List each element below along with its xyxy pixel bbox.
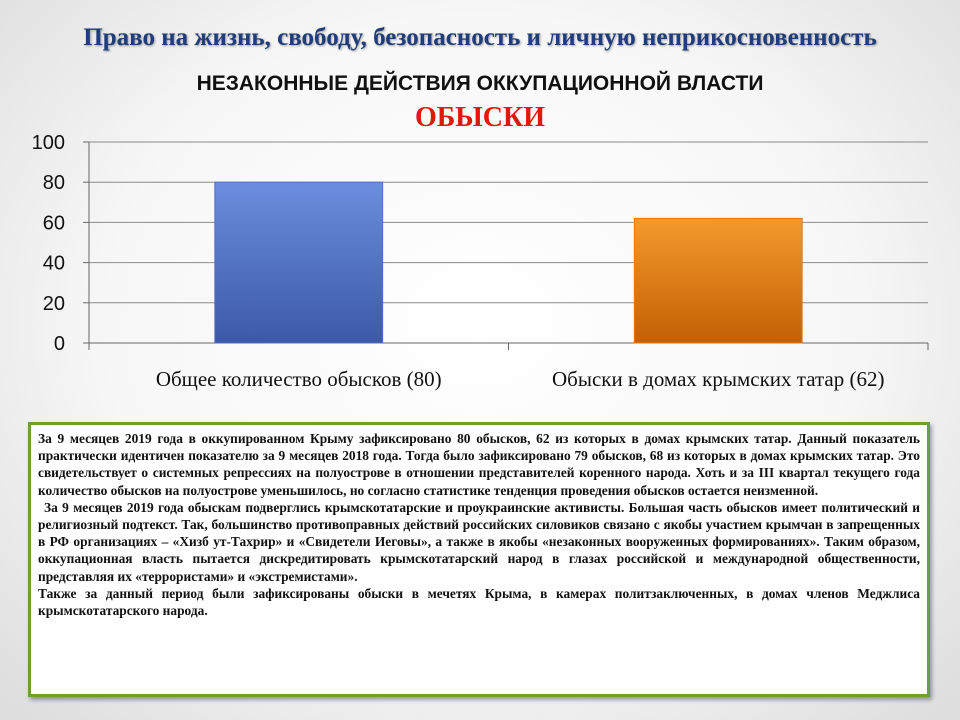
- y-tick-label-100: 100: [31, 132, 65, 154]
- y-tick-label-40: 40: [42, 252, 65, 275]
- bar-1: [215, 182, 383, 343]
- chart-title: НЕЗАКОННЫЕ ДЕЙСТВИЯ ОККУПАЦИОННОЙ ВЛАСТИ: [196, 72, 764, 95]
- bar-2: [634, 218, 802, 343]
- paragraph-1: За 9 месяцев 2019 года в оккупированном Крыму зафиксировано 80 обысков, 62 из которых в домах крымских татар. Данный показатель практически идентичен показателю за 9 месяцев 2018 года. Тогда было зафиксировано 79 обысков, 68 из которых в домах крымских татар. Это свидетельствует о системных репрессиях на полуострове в отношении представителей коренного народа. Хоть и за III квартал текущего года количество обысков на полуострове уменьшилось, но согласно статистике тенденция проведения обысков остается неизменной.: [38, 431, 920, 498]
- description-text-box: [28, 422, 930, 697]
- category-label-2: Обыски в домах крымских татар (62): [552, 367, 885, 391]
- y-tick-label-20: 20: [42, 292, 65, 315]
- slide-title: Право на жизнь, свободу, безопасность и личную неприкосновенность: [83, 24, 877, 51]
- chart-subtitle: ОБЫСКИ: [414, 102, 546, 133]
- y-tick-label-80: 80: [42, 172, 65, 195]
- category-label-1: Общее количество обысков (80): [155, 367, 442, 391]
- paragraph-3: Также за данный период были зафиксированы обыски в мечетях Крыма, в камерах политзаключенных, в домах членов Меджлиса крымскотатарского народа.: [38, 585, 920, 619]
- paragraph-2: За 9 месяцев 2019 года обыскам подверглись крымскотатарские и проукраинские активисты. Большая часть обысков имеет политический и религиозный подтекст. Так, большинство противоправных действий российских силовиков связано с якобы участием крымчан в запрещенных в РФ организациях – «Хизб ут-Тахрир» и «Свидетели Иеговы», а также в якобы «незаконных вооруженных формированиях». Таким образом, оккупационная власть пытается дискредитировать крымскотатарский народ в глазах российской и международной общественности, представляя их «террористами» и «экстремистами».: [38, 499, 920, 584]
- y-tick-label-0: 0: [53, 333, 65, 355]
- y-tick-label-60: 60: [42, 212, 65, 235]
